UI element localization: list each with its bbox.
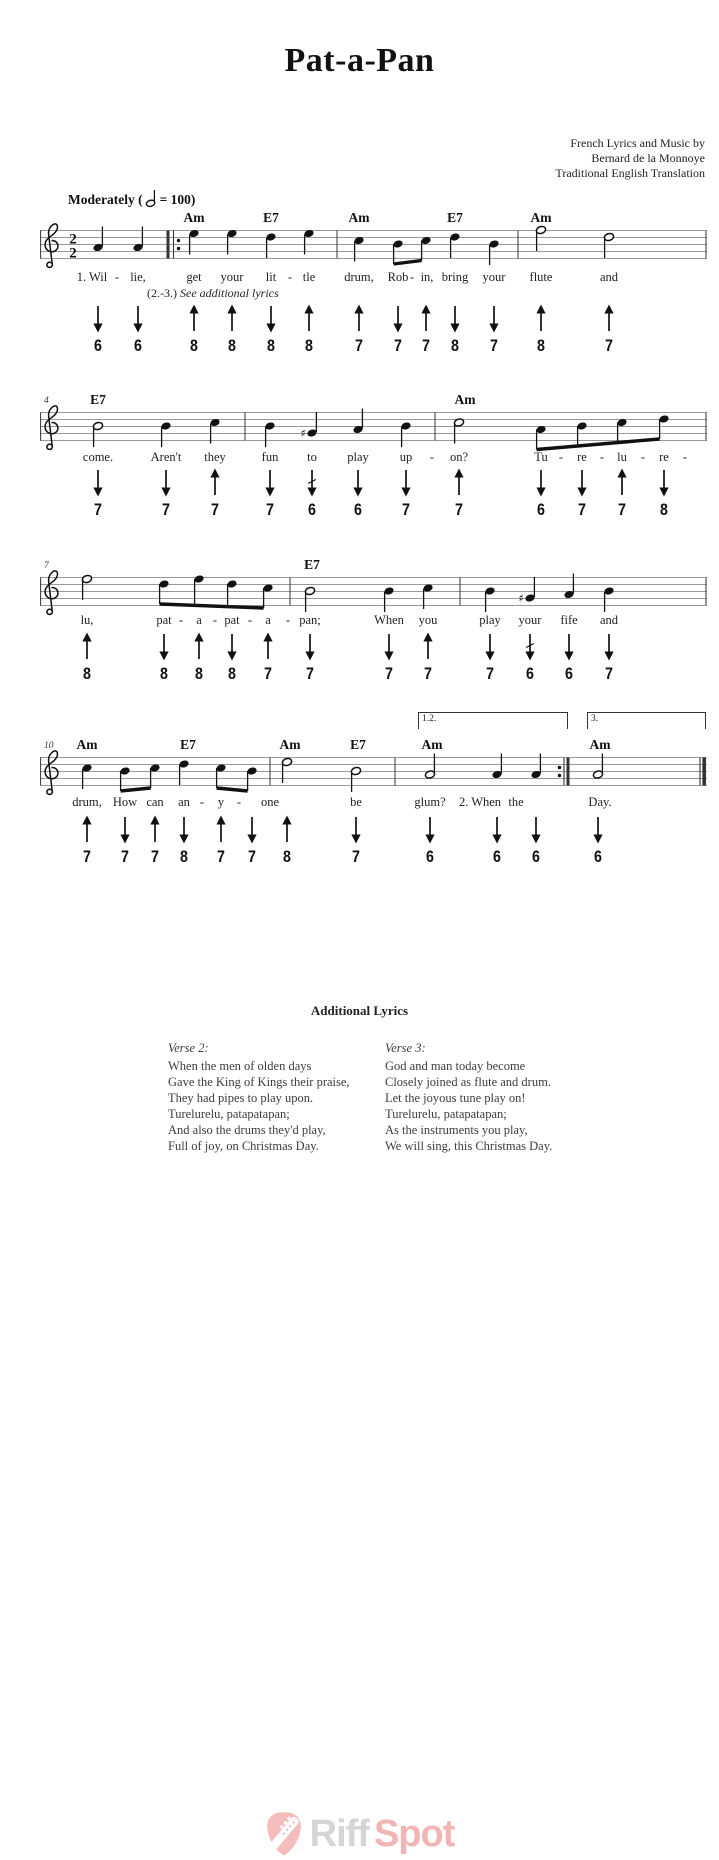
lyric-syllable: pat bbox=[224, 613, 240, 627]
verse-3-column bbox=[385, 1040, 552, 1154]
lyric-syllable: drum, bbox=[72, 795, 102, 809]
additional-lyrics-heading: Additional Lyrics bbox=[310, 1003, 409, 1018]
lyric-syllable: lit bbox=[265, 270, 277, 284]
lyric-syllable: pan; bbox=[299, 613, 321, 627]
chord-label: Am bbox=[183, 210, 205, 225]
tab-arrow-down-icon bbox=[562, 632, 576, 661]
chord-label: Am bbox=[279, 737, 301, 752]
lyric-syllable: your bbox=[220, 270, 244, 284]
tab-hole-number: 7 bbox=[578, 500, 586, 519]
tab-hole-number: 6 bbox=[537, 500, 545, 519]
chord-label: E7 bbox=[350, 737, 366, 752]
svg-text:2: 2 bbox=[69, 245, 77, 262]
lyric-syllable: lu, bbox=[80, 613, 94, 627]
svg-text:♯: ♯ bbox=[300, 426, 306, 440]
tab-hole-number: 6 bbox=[565, 664, 573, 683]
lyric-syllable: pat bbox=[156, 613, 172, 627]
measure-number: 4 bbox=[44, 396, 49, 406]
chord-label: Am bbox=[454, 392, 476, 407]
tab-arrow-down-icon bbox=[349, 815, 363, 844]
verse-line: Gave the King of Kings their praise, bbox=[168, 1075, 350, 1089]
tab-arrow-up-icon bbox=[615, 468, 629, 497]
tab-arrow-up-icon bbox=[280, 815, 294, 844]
lyric-syllable: your bbox=[518, 613, 542, 627]
tab-hole-number: 7 bbox=[94, 500, 102, 519]
credit-line: French Lyrics and Music by bbox=[570, 136, 705, 150]
tab-arrow-down-icon bbox=[264, 304, 278, 333]
tab-hole-number: 8 bbox=[83, 664, 91, 683]
tab-arrow-up-icon bbox=[421, 632, 435, 661]
tab-arrow-up-icon bbox=[302, 304, 316, 333]
tab-hole-number: 6 bbox=[594, 847, 602, 866]
lyric-syllable: in, bbox=[420, 270, 434, 284]
chord-label: Am bbox=[348, 210, 370, 225]
staff-system-4 bbox=[40, 710, 712, 880]
tab-hole-number: 7 bbox=[264, 664, 272, 683]
volta-bracket: 3. bbox=[587, 712, 706, 729]
lyric-hyphen: - bbox=[682, 450, 688, 464]
tab-hole-number: 7 bbox=[248, 847, 256, 866]
tempo-label: Moderately bbox=[68, 192, 135, 207]
tab-hole-number: 8 bbox=[660, 500, 668, 519]
tab-arrow-down-icon bbox=[91, 468, 105, 497]
tab-hole-number: 7 bbox=[424, 664, 432, 683]
lyric-syllable: and bbox=[599, 613, 619, 627]
lyric-syllable: a bbox=[265, 613, 271, 627]
tab-hole-number: 6 bbox=[308, 500, 316, 519]
tab-arrow-up-icon bbox=[225, 304, 239, 333]
tab-hole-number: 7 bbox=[211, 500, 219, 519]
lyric-syllable: come. bbox=[82, 450, 114, 464]
lyric-syllable: be bbox=[350, 795, 362, 809]
lyric-syllable: you bbox=[418, 613, 438, 627]
verse-reference: (2.-3.) See additional lyrics bbox=[147, 286, 279, 300]
brand-spot: Spot bbox=[373, 1813, 455, 1855]
lyric-syllable: on? bbox=[449, 450, 469, 464]
lyric-syllable: How bbox=[112, 795, 138, 809]
chord-label: E7 bbox=[263, 210, 279, 225]
lyric-hyphen: - bbox=[599, 450, 605, 464]
verse-3-label: Verse 3: bbox=[385, 1041, 426, 1055]
tab-hole-number: 6 bbox=[426, 847, 434, 866]
verse-2-label: Verse 2: bbox=[168, 1041, 209, 1055]
chord-label: E7 bbox=[180, 737, 196, 752]
lyric-syllable: a bbox=[196, 613, 202, 627]
tab-arrow-down-icon bbox=[157, 632, 171, 661]
lyric-syllable: play bbox=[347, 450, 369, 464]
verse-line: Full of joy, on Christmas Day. bbox=[168, 1139, 319, 1153]
lyric-hyphen: - bbox=[429, 450, 435, 464]
tab-hole-number: 7 bbox=[355, 336, 363, 355]
tab-hole-number: 6 bbox=[526, 664, 534, 683]
lyric-syllable: lie, bbox=[130, 270, 146, 284]
tab-arrow-up-icon bbox=[352, 304, 366, 333]
lyric-syllable: Day. bbox=[588, 795, 612, 809]
tempo-open-paren: ( bbox=[138, 192, 143, 207]
lyric-hyphen: - bbox=[212, 613, 218, 627]
lyric-syllable: tle bbox=[302, 270, 316, 284]
credit-line: Bernard de la Monnoye bbox=[591, 151, 705, 165]
chord-label: Am bbox=[530, 210, 552, 225]
verse-line: Turelurelu, patapatapan; bbox=[385, 1107, 507, 1121]
tab-arrow-up-icon bbox=[192, 632, 206, 661]
tab-arrow-up-icon bbox=[261, 632, 275, 661]
lyric-syllable: the bbox=[508, 795, 524, 809]
tab-arrow-down-icon bbox=[529, 815, 543, 844]
tab-hole-number: 7 bbox=[455, 500, 463, 519]
staff-system-3 bbox=[40, 554, 712, 724]
brand-riff: Riff bbox=[309, 1813, 369, 1855]
tab-arrow-down-icon bbox=[225, 632, 239, 661]
lyric-syllable: they bbox=[204, 450, 226, 464]
tab-hole-number: 8 bbox=[195, 664, 203, 683]
lyric-syllable: 1. Wil bbox=[76, 270, 108, 284]
tab-hole-number: 7 bbox=[422, 336, 430, 355]
tempo-bpm: = 100) bbox=[159, 192, 196, 207]
tab-arrow-up-icon bbox=[148, 815, 162, 844]
tab-hole-number: 7 bbox=[394, 336, 402, 355]
tab-arrow-down-icon bbox=[159, 468, 173, 497]
chord-label: Am bbox=[76, 737, 98, 752]
verse-line: Turelurelu, patapatapan; bbox=[168, 1107, 290, 1121]
tab-arrow-down-icon bbox=[657, 468, 671, 497]
tab-hole-number: 7 bbox=[306, 664, 314, 683]
lyric-syllable: to bbox=[307, 450, 317, 464]
tab-arrow-down-icon bbox=[131, 304, 145, 333]
tab-hole-number: 7 bbox=[83, 847, 91, 866]
lyric-syllable: can bbox=[146, 795, 164, 809]
staff-notation bbox=[40, 214, 710, 280]
tab-hole-number: 8 bbox=[180, 847, 188, 866]
verse-line: And also the drums they'd play, bbox=[168, 1123, 326, 1137]
verse-line: When the men of olden days bbox=[168, 1059, 312, 1073]
tab-arrow-down-icon bbox=[263, 468, 277, 497]
tab-arrow-down-icon bbox=[91, 304, 105, 333]
verse-line: God and man today become bbox=[385, 1059, 526, 1073]
chord-label: Am bbox=[589, 737, 611, 752]
tab-arrow-up-icon bbox=[208, 468, 222, 497]
tab-hole-number: 7 bbox=[352, 847, 360, 866]
lyric-syllable: an bbox=[178, 795, 190, 809]
tab-hole-number: 7 bbox=[162, 500, 170, 519]
tab-arrow-up-icon bbox=[187, 304, 201, 333]
tab-arrow-down-icon bbox=[305, 468, 319, 497]
verse-2-column bbox=[168, 1040, 350, 1154]
lyric-syllable: your bbox=[482, 270, 506, 284]
chord-label: E7 bbox=[304, 557, 320, 572]
verse-line: Let the joyous tune play on! bbox=[385, 1091, 526, 1105]
lyric-syllable: Rob bbox=[387, 270, 409, 284]
tab-arrow-down-icon bbox=[523, 632, 537, 661]
lyric-syllable: fun bbox=[261, 450, 279, 464]
lyric-hyphen: - bbox=[247, 613, 253, 627]
credit-line: Traditional English Translation bbox=[555, 166, 705, 180]
lyric-syllable: and bbox=[599, 270, 619, 284]
lyric-syllable: y bbox=[217, 795, 225, 809]
lyric-syllable: When bbox=[374, 613, 404, 627]
lyric-hyphen: - bbox=[558, 450, 564, 464]
lyric-syllable: one bbox=[260, 795, 280, 809]
riffspot-logo[interactable] bbox=[0, 1811, 719, 1857]
lyric-hyphen: - bbox=[287, 270, 293, 284]
lyric-hyphen: - bbox=[114, 270, 120, 284]
verse-line: They had pipes to play upon. bbox=[168, 1091, 314, 1105]
tab-arrow-down-icon bbox=[351, 468, 365, 497]
lyric-syllable: flute bbox=[529, 270, 553, 284]
tab-hole-number: 7 bbox=[217, 847, 225, 866]
tab-arrow-down-icon bbox=[177, 815, 191, 844]
staff-notation bbox=[40, 741, 710, 807]
tab-arrow-down-icon bbox=[391, 304, 405, 333]
tab-hole-number: 8 bbox=[228, 336, 236, 355]
lyric-syllable: Tu bbox=[534, 450, 548, 464]
tab-hole-number: 6 bbox=[354, 500, 362, 519]
lyric-syllable: drum, bbox=[344, 270, 374, 284]
tab-hole-number: 8 bbox=[451, 336, 459, 355]
guitar-pick-icon bbox=[265, 1811, 303, 1857]
tab-hole-number: 8 bbox=[267, 336, 275, 355]
tab-arrow-down-icon bbox=[591, 815, 605, 844]
staff-system-2 bbox=[40, 389, 712, 559]
tab-hole-number: 8 bbox=[160, 664, 168, 683]
tab-arrow-down-icon bbox=[382, 632, 396, 661]
lyric-syllable: play bbox=[479, 613, 501, 627]
tab-hole-number: 7 bbox=[266, 500, 274, 519]
lyric-syllable: re bbox=[577, 450, 587, 464]
tab-arrow-down-icon bbox=[423, 815, 437, 844]
lyric-syllable: re bbox=[659, 450, 669, 464]
lyric-hyphen: - bbox=[236, 795, 242, 809]
tab-hole-number: 8 bbox=[228, 664, 236, 683]
credits-block bbox=[555, 136, 705, 181]
lyric-hyphen: - bbox=[640, 450, 646, 464]
tab-hole-number: 7 bbox=[486, 664, 494, 683]
tab-hole-number: 7 bbox=[618, 500, 626, 519]
lyric-hyphen: - bbox=[199, 795, 205, 809]
chord-label: Am bbox=[421, 737, 443, 752]
tab-arrow-down-icon bbox=[483, 632, 497, 661]
volta-bracket: 1.2. bbox=[418, 712, 568, 729]
staff-notation bbox=[40, 396, 710, 462]
tab-hole-number: 7 bbox=[605, 664, 613, 683]
tab-hole-number: 8 bbox=[190, 336, 198, 355]
lyric-syllable: get bbox=[186, 270, 202, 284]
lyric-syllable: fife bbox=[560, 613, 578, 627]
tab-hole-number: 7 bbox=[121, 847, 129, 866]
svg-text:♯: ♯ bbox=[518, 591, 524, 605]
chord-label: E7 bbox=[90, 392, 106, 407]
lyric-syllable: Aren't bbox=[150, 450, 182, 464]
tab-arrow-down-icon bbox=[118, 815, 132, 844]
lyric-hyphen: - bbox=[285, 613, 291, 627]
tab-hole-number: 6 bbox=[94, 336, 102, 355]
tab-arrow-down-icon bbox=[487, 304, 501, 333]
page-title: Pat-a-Pan bbox=[284, 42, 435, 79]
tab-hole-number: 7 bbox=[385, 664, 393, 683]
tab-arrow-down-icon bbox=[303, 632, 317, 661]
tab-hole-number: 7 bbox=[402, 500, 410, 519]
measure-number: 7 bbox=[44, 561, 49, 571]
tab-arrow-down-icon bbox=[490, 815, 504, 844]
verse-line: As the instruments you play, bbox=[385, 1123, 528, 1137]
tab-hole-number: 6 bbox=[493, 847, 501, 866]
chord-label: E7 bbox=[447, 210, 463, 225]
tab-arrow-up-icon bbox=[534, 304, 548, 333]
tab-arrow-up-icon bbox=[80, 632, 94, 661]
tab-arrow-down-icon bbox=[245, 815, 259, 844]
verse-line: We will sing, this Christmas Day. bbox=[385, 1139, 553, 1153]
tab-arrow-down-icon bbox=[534, 468, 548, 497]
tab-arrow-down-icon bbox=[575, 468, 589, 497]
staff-system-1 bbox=[40, 205, 712, 375]
tab-hole-number: 8 bbox=[283, 847, 291, 866]
lyric-syllable: glum? bbox=[414, 795, 446, 809]
tab-hole-number: 8 bbox=[537, 336, 545, 355]
tab-hole-number: 7 bbox=[605, 336, 613, 355]
svg-text:2: 2 bbox=[69, 231, 77, 248]
tab-arrow-up-icon bbox=[602, 304, 616, 333]
tab-arrow-down-icon bbox=[602, 632, 616, 661]
tab-hole-number: 7 bbox=[490, 336, 498, 355]
lyric-hyphen: - bbox=[178, 613, 184, 627]
lyric-syllable: lu bbox=[617, 450, 627, 464]
tab-hole-number: 6 bbox=[532, 847, 540, 866]
tab-arrow-down-icon bbox=[399, 468, 413, 497]
tab-arrow-up-icon bbox=[452, 468, 466, 497]
lyric-syllable: up bbox=[399, 450, 413, 464]
lyric-hyphen: - bbox=[409, 270, 415, 284]
lyric-syllable: 2. When bbox=[458, 795, 502, 809]
lyric-syllable: bring bbox=[441, 270, 469, 284]
measure-number: 10 bbox=[44, 741, 54, 751]
tab-arrow-down-icon bbox=[448, 304, 462, 333]
tab-hole-number: 6 bbox=[134, 336, 142, 355]
tab-arrow-up-icon bbox=[214, 815, 228, 844]
staff-notation bbox=[40, 561, 710, 627]
tab-hole-number: 7 bbox=[151, 847, 159, 866]
tab-arrow-up-icon bbox=[80, 815, 94, 844]
verse-line: Closely joined as flute and drum. bbox=[385, 1075, 551, 1089]
tab-hole-number: 8 bbox=[305, 336, 313, 355]
tab-arrow-up-icon bbox=[419, 304, 433, 333]
